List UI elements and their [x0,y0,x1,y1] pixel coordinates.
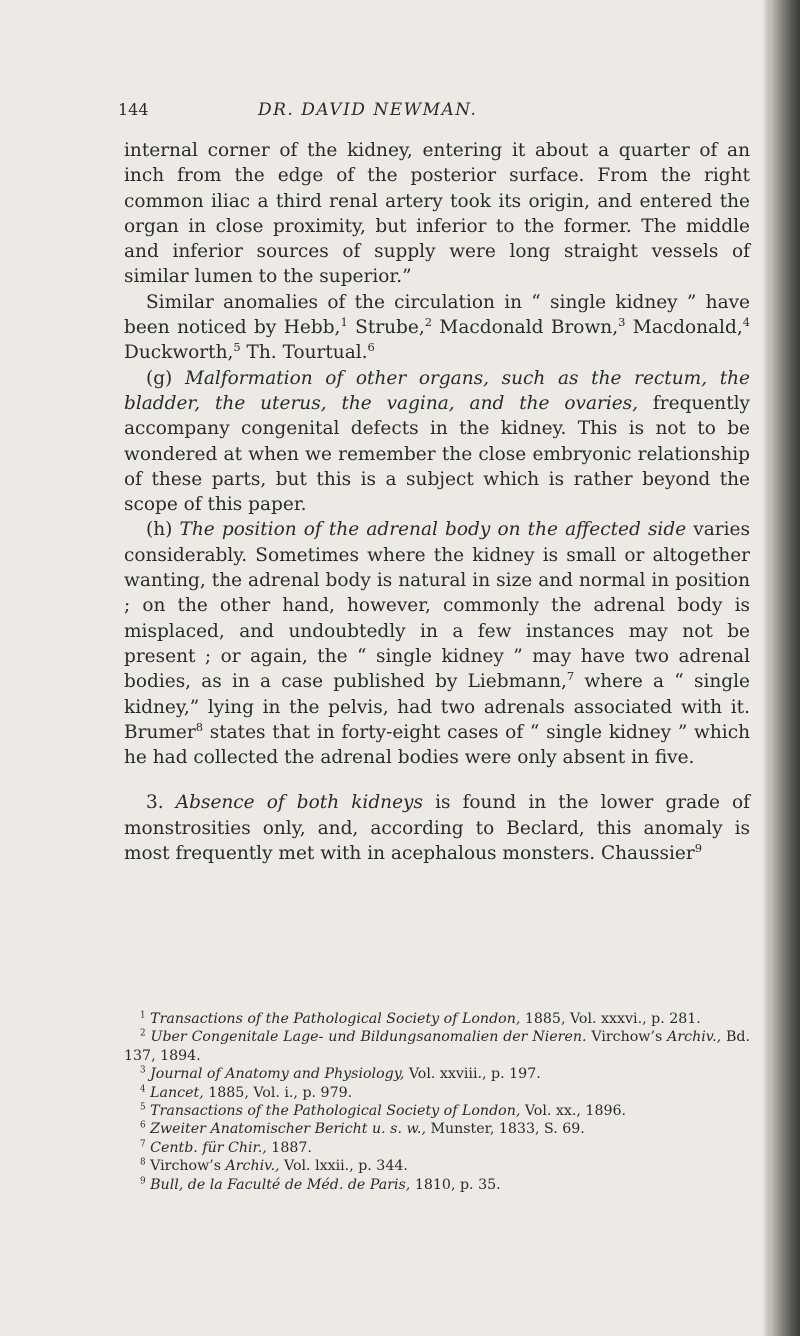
paragraph-continuation: internal corner of the kidney, entering it about a quarter of an inch from the edge of the posterior surface. From the right common iliac a third renal artery took its origin, and entered the organ in close proximity, but inferior to the former. The middle and inferior sources of supply were long straight vessels of similar lumen to the superior.” [124,140,750,288]
footnote-number: 4 [140,1083,146,1094]
footnote-number: 2 [140,1028,146,1039]
book-spine [770,0,800,1336]
footnote-ref: 4 [742,314,750,329]
footnote-ref: 2 [424,314,432,329]
footnote-ref: 5 [233,340,241,355]
footnote-ref: 8 [195,719,203,734]
footnote: $^2$ Uber Congenitale Lage- und Bildungsanomalien der Nieren. Virchow’s Archiv., Bd. 137, 1894. [124,1028,750,1064]
footnote-number: 6 [140,1120,146,1131]
paragraph-absence-both-kidneys: 3. Absence of both kidneys is found in the lower grade of monstrosities only, and, according to Beclard, this anomaly is most frequently met with in acephalous monsters. Chaussier$^9$ [124,792,750,865]
footnote-ref: 6 [367,340,375,355]
footnote-number: 9 [140,1175,146,1186]
paragraph-malformation: (g) Malformation of other organs, such as the rectum, the bladder, the uterus, the vagina, and the ovaries, frequently accompany congenital defects in the kidney. This is not to be wondered at when we remember the close embryonic relationship of these parts, but this is a subject which is rather beyond the scope of this paper. [124,367,750,516]
footnote-ref: 9 [694,840,702,855]
footnote-ref: 3 [618,314,626,329]
page-number: 144 [118,100,149,119]
body-text [124,138,750,866]
footnotes [124,1010,750,1194]
paragraph-circulation-anomalies: Similar anomalies of the circulation in “ single kidney ” have been noticed by Hebb,$^1$ Strube,$^2$ Macdonald Brown,$^3$ Macdonald,$^4$ Duckworth,$^5$ Th. Tourtual.$^6$ [124,291,750,364]
footnote-number: 3 [140,1065,146,1076]
footnote-number: 8 [140,1157,146,1168]
footnote: $^7$ Centb. für Chir., 1887. [140,1139,312,1156]
footnote: $^9$ Bull, de la Faculté de Méd. de Paris, 1810, p. 35. [140,1175,501,1193]
footnote: $^1$ Transactions of the Pathological Society of London, 1885, Vol. xxxvi., p. 281. [140,1010,701,1027]
footnote-ref: 7 [566,669,575,684]
running-head: DR. DAVID NEWMAN. [258,100,478,120]
footnote: $^6$ Zweiter Anatomischer Bericht u. s. w., Munster, 1833, S. 69. [140,1120,585,1138]
footnote-number: 5 [140,1102,146,1113]
footnote: $^3$ Journal of Anatomy and Physiology, Vol. xxviii., p. 197. [140,1065,541,1083]
footnote-number: 7 [140,1139,146,1150]
page-header [0,100,772,130]
footnote: $^5$ Transactions of the Pathological Society of London, Vol. xx., 1896. [140,1102,627,1120]
footnote: $^8$ Virchow’s Archiv., Vol. lxxii., p. 344. [140,1157,408,1175]
footnote: $^4$ Lancet, 1885, Vol. i., p. 979. [140,1083,353,1101]
footnote-number: 1 [140,1010,146,1021]
paragraph-adrenal-position: (h) The position of the adrenal body on the affected side varies considerably. Sometimes where the kidney is small or altogether wanting, the adrenal body is natural in size and normal in position ; on the other hand, however, commonly the adrenal body is misplaced, and undoubtedly in a few instances may not be present ; or again, the “ single kidney ” may have two adrenal bodies, as in a case published by Liebmann,$^7$ where a “ single kidney,” lying in the pelvis, had two adrenals associated with it. Brumer$^8$ states that in forty-eight cases of “ single kidney ” which he had collected the adrenal bodies were only absent in five. [124,519,750,769]
footnote-ref: 1 [340,314,348,329]
